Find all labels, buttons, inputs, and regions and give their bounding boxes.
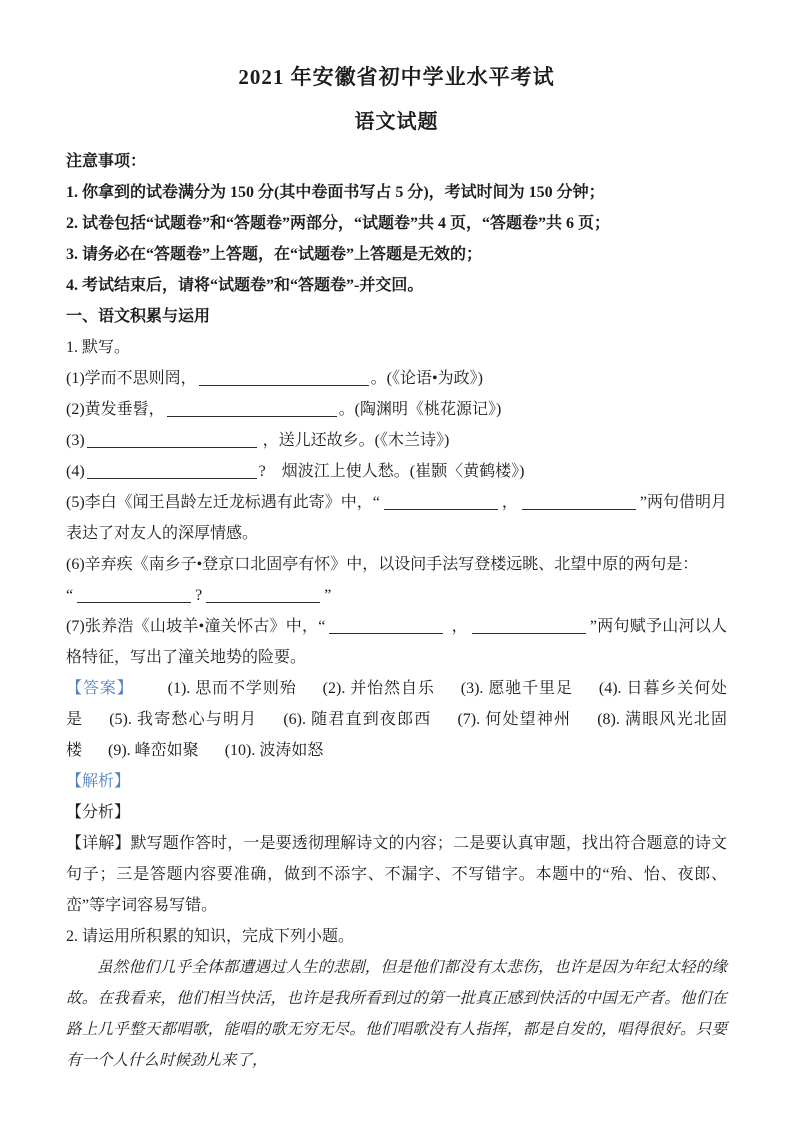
answer-item-10: (10). 波涛如怒 [224, 742, 324, 759]
q1-item-1-post: 。(《论语•为政》) [370, 370, 483, 387]
notice-heading: 注意事项： [66, 153, 147, 170]
q1-item-5-mid: ， [501, 494, 518, 511]
q1-item-2-pre: (2)黄发垂髫， [66, 401, 165, 418]
passage-post: 儿来了， [205, 1052, 268, 1069]
fill-in-blank [522, 495, 636, 510]
q1-item-3-pre: (3) [66, 432, 85, 449]
detail-explanation: 【详解】默写题作答时，一是要透彻理解诗文的内容；二是要认真审题，找出符合题意的诗文句子；三是答题内容要准确，做到不添字、不漏字、不写错字。本题中的“殆、怡、夜郎、峦”等字词容易写错。 [66, 835, 727, 914]
q1-item-6-question-mark: ? [195, 587, 203, 604]
fill-in-blank [472, 619, 586, 634]
q1-item-7-post: ”两句赋予山河以人格特征，写出了潼关地势的险要。 [66, 618, 727, 666]
fill-in-blank [384, 495, 498, 510]
jiexi-label: 【解析】 [66, 773, 131, 790]
fill-in-blank [329, 619, 443, 634]
page-title: 2021 年安徽省初中学业水平考试 [238, 65, 555, 89]
q1-item-6-stem: (6)辛弃疾《南乡子•登京口北固亭有怀》中，以设问手法写登楼远眺、北望中原的两句是： [66, 556, 699, 573]
q1-item-2 [66, 394, 727, 425]
fill-in-blank [199, 371, 369, 386]
q1-item-6-quote [66, 580, 727, 611]
reading-passage [66, 952, 727, 1076]
answer-item-3: (3). 愿驰千里足 [460, 680, 573, 697]
answer-block [66, 673, 727, 766]
q1-item-5 [66, 487, 727, 549]
answer-label: 【答案】 [66, 680, 134, 697]
notice-item-2: 2. 试卷包括“试题卷”和“答题卷”两部分，“试题卷”共 4 页，“答题卷”共 6 页； [66, 215, 611, 232]
question-2-stem: 2. 请运用所积累的知识，完成下列小题。 [66, 928, 355, 945]
notice-item-1: 1. 你拿到的试卷满分为 150 分(其中卷面书写占 5 分)，考试时间为 150 分钟； [66, 184, 605, 201]
fill-in-blank [77, 588, 191, 603]
question-1-stem: 1. 默写。 [66, 339, 131, 356]
answer-item-8: (8). 满眼风光北固楼 [66, 711, 727, 759]
q1-item-1 [66, 363, 727, 394]
q1-item-7 [66, 611, 727, 673]
notice-item-3: 3. 请务必在“答题卷”上答题，在“试题卷”上答题是无效的； [66, 246, 483, 263]
q1-item-3 [66, 425, 727, 456]
answer-item-2: (2). 并怡然自乐 [322, 680, 435, 697]
answer-item-5: (5). 我寄愁心与明月 [109, 711, 258, 728]
q1-item-5-pre: (5)李白《闻王昌龄左迁龙标遇有此寄》中，“ [66, 494, 380, 511]
q1-item-4 [66, 456, 727, 487]
answer-item-7: (7). 何处望神州 [457, 711, 572, 728]
answer-item-9: (9). 峰峦如聚 [108, 742, 199, 759]
answer-item-1: (1). 思而不学则殆 [167, 680, 297, 697]
fill-in-blank [87, 433, 257, 448]
fill-in-blank [87, 464, 257, 479]
q1-item-6-close-quote: ” [324, 587, 332, 604]
page-subtitle: 语文试题 [354, 111, 439, 133]
q1-item-1-pre: (1)学而不思则罔， [66, 370, 197, 387]
answer-item-4: (4). 日暮乡关何处是 [66, 680, 727, 728]
q1-item-4-post: ? 烟波江上使人愁。(崔颢〈黄鹤楼》) [258, 463, 525, 480]
fill-in-blank [167, 402, 337, 417]
passage-pre: 虽然他们几乎全体都遭遇过人生的悲剧，但是他们都没有太悲伤，也许是因为年纪太轻的缘故。在我看来，他们相当快活，也许是我所看到过的第一批真正感到快活的中国无产者。他们在路上几乎整天都唱歌，能唱的歌无穷无尽。他们唱歌没有人指挥，都是自发的，唱得很好。只要有一个人什么时候 [66, 959, 727, 1069]
fenxi-label-row: 【分析】 [66, 804, 131, 821]
q1-item-6-open-quote: “ [66, 587, 74, 604]
fill-in-blank [206, 588, 320, 603]
answer-item-6: (6). 随君直到夜郎西 [283, 711, 432, 728]
notice-item-4: 4. 考试结束后，请将“试题卷”和“答题卷”-并交回。 [66, 277, 424, 294]
q1-item-5-post: ”两句借明月表达了对友人的深厚情感。 [66, 494, 727, 542]
passage-emphasized-char: 劲 • [190, 1052, 206, 1069]
q1-item-3-post: ，送儿还故乡。(《木兰诗》) [258, 432, 450, 449]
q1-item-4-pre: (4) [66, 463, 85, 480]
q1-item-7-pre: (7)张养浩《山坡羊•潼关怀古》中，“ [66, 618, 326, 635]
q1-item-2-post: 。(陶渊明《桃花源记》) [338, 401, 502, 418]
jiexi-label-row [66, 766, 727, 797]
q1-item-7-mid: ， [447, 618, 468, 635]
section-one-heading: 一、语文积累与运用 [66, 308, 211, 325]
